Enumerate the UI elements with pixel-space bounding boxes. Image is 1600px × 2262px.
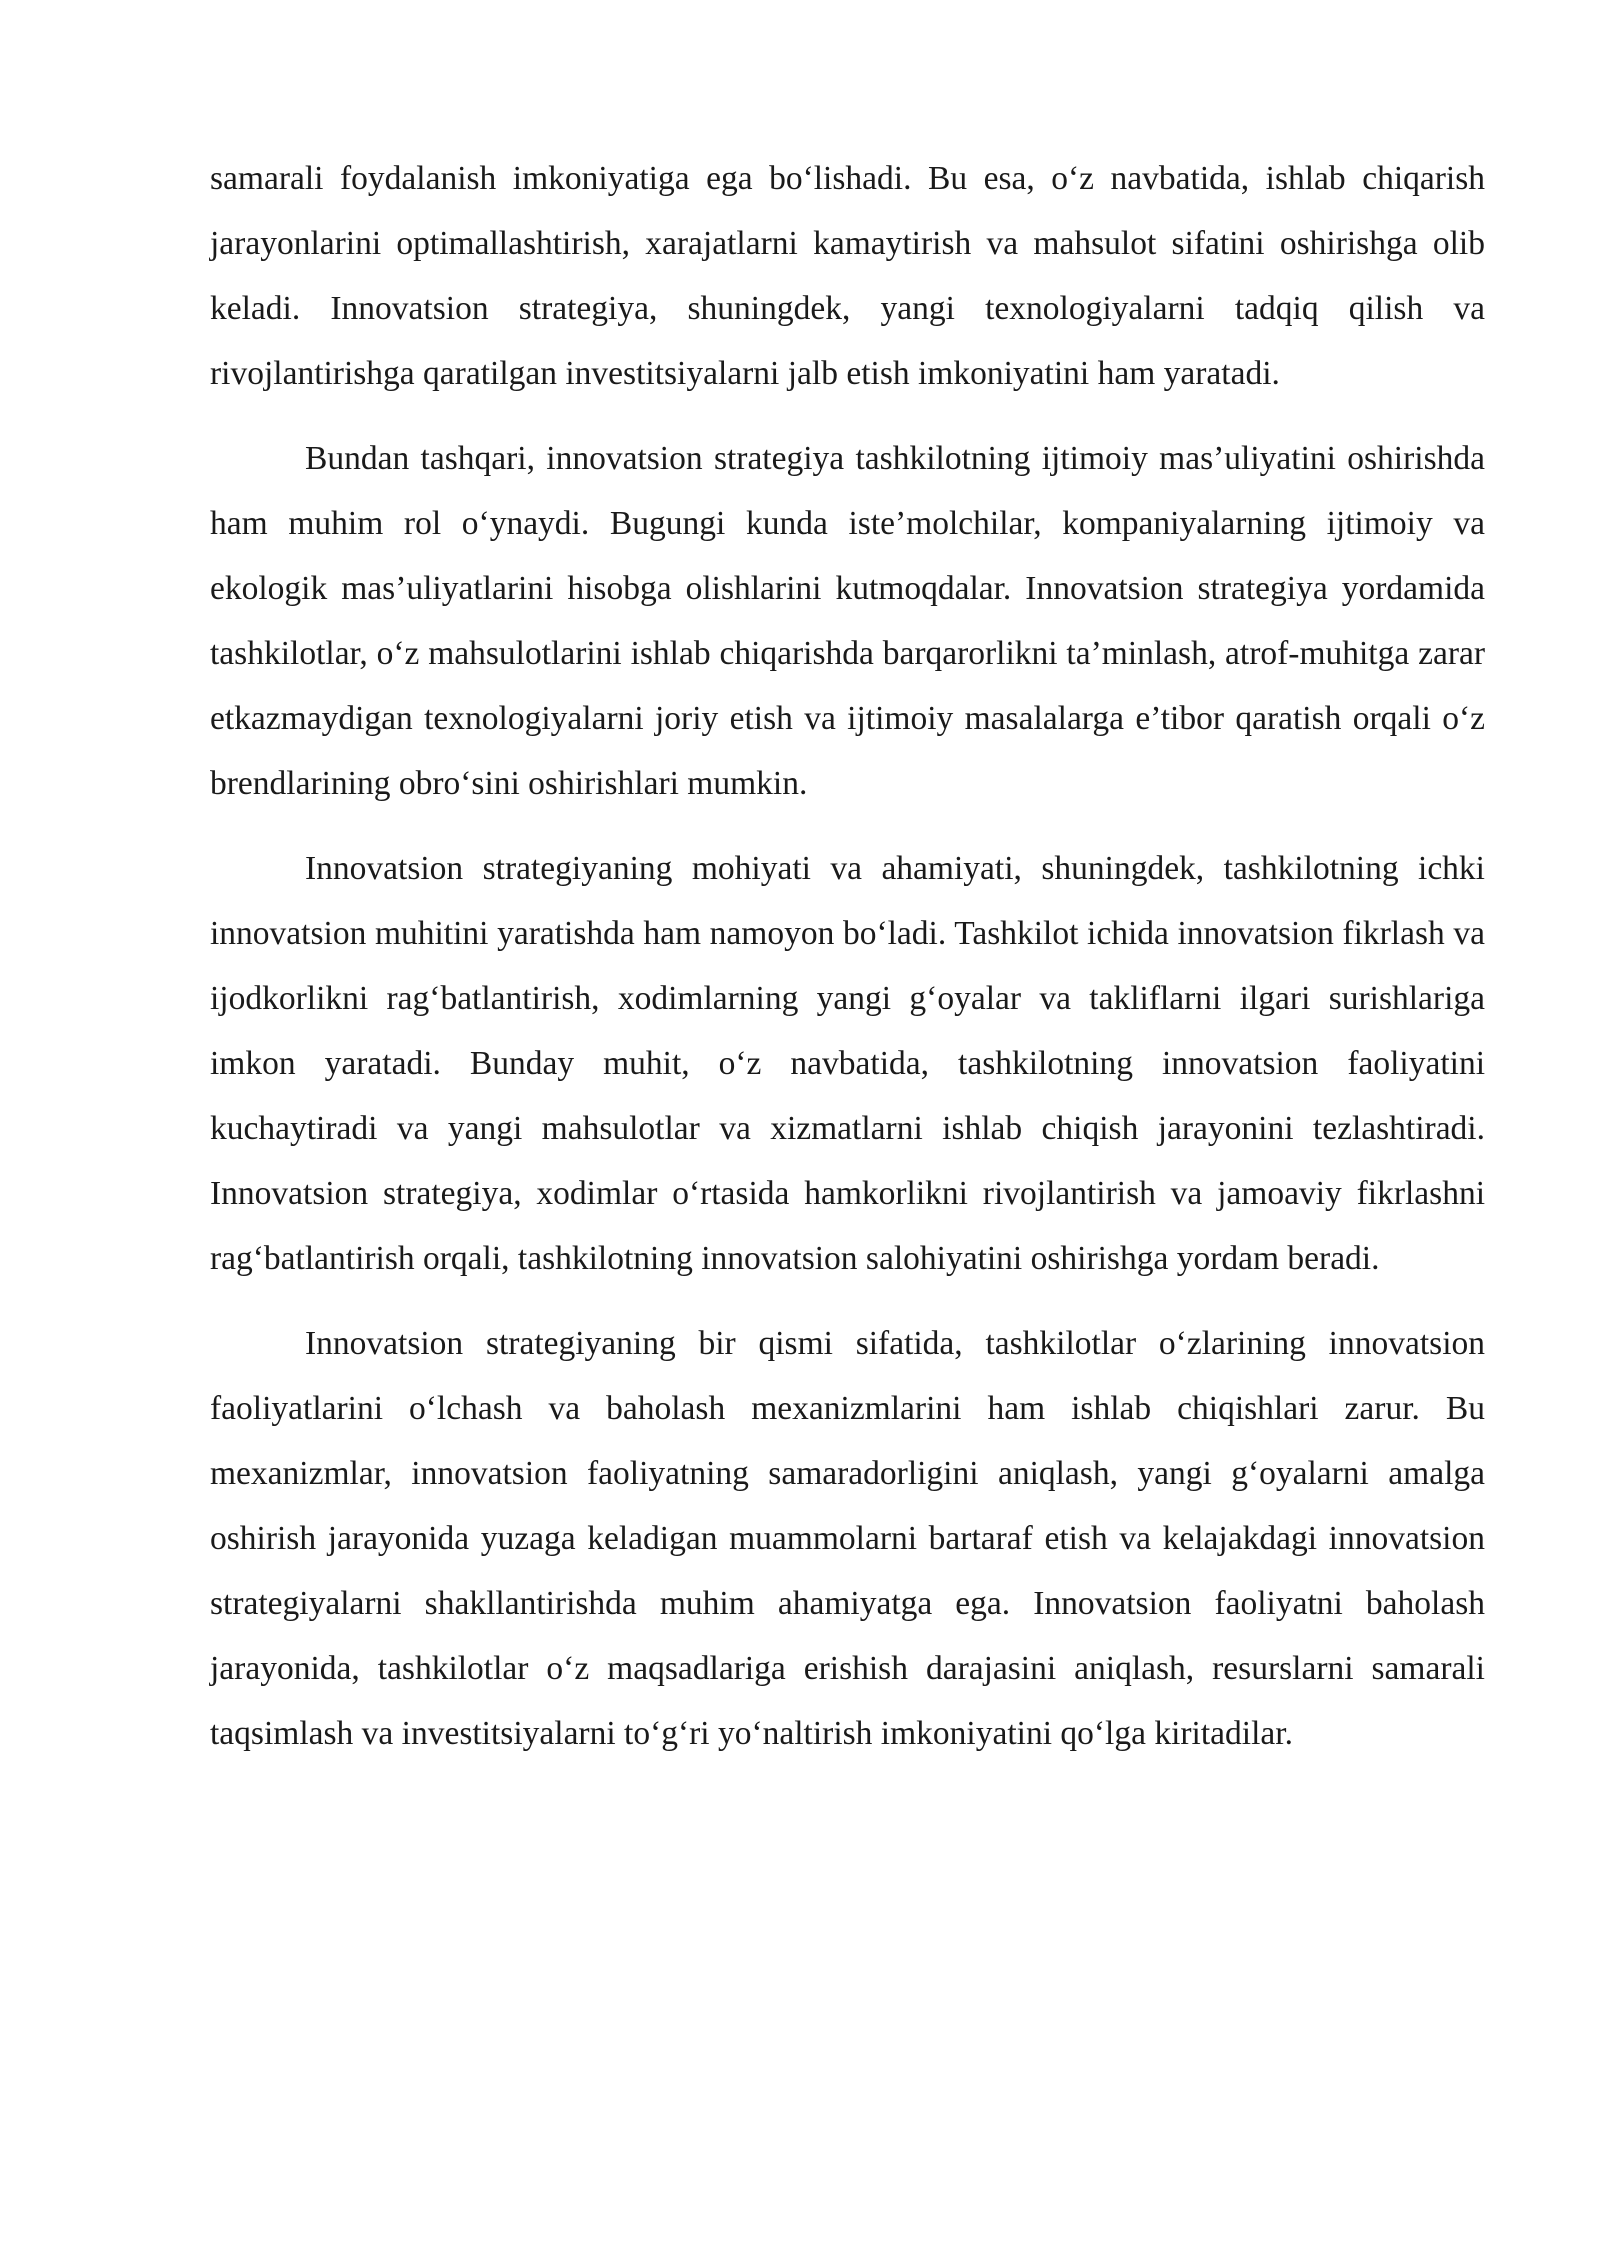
paragraph-measurement: Innovatsion strategiyaning bir qismi sifatida, tashkilotlar o‘zlarining innovatsion faoliyatlarini o‘lchash va baholash mexanizmlarini ham ishlab chiqishlari zarur. Bu mexanizmlar, innovatsion faoliyatning samaradorligini aniqlash, yangi g‘oyalarni amalga oshirish jarayonida yuzaga keladigan muammolarni bartaraf etish va kelajakdagi innovatsion strategiyalarni shakllantirishda muhim ahamiyatga ega. Innovatsion faoliyatni baholash jarayonida, tashkilotlar o‘z maqsadlariga erishish darajasini aniqlash, resurslarni samarali taqsimlash va investitsiyalarni to‘g‘ri yo‘naltirish imkoniyatini qo‘lga kiritadilar. bbox=[210, 1325, 1485, 1752]
paragraph-internal-environment: Innovatsion strategiyaning mohiyati va ahamiyati, shuningdek, tashkilotning ichki innovatsion muhitini yaratishda ham namoyon bo‘ladi. Tashkilot ichida innovatsion fikrlash va ijodkorlikni rag‘batlantirish, xodimlarning yangi g‘oyalar va takliflarni ilgari surishlariga imkon yaratadi. Bunday muhit, o‘z navbatida, tashkilotning innovatsion faoliyatini kuchaytiradi va yangi mahsulotlar va xizmatlarni ishlab chiqish jarayonini tezlashtiradi. Innovatsion strategiya, xodimlar o‘rtasida hamkorlikni rivojlantirish va jamoaviy fikrlashni rag‘batlantirish orqali, tashkilotning innovatsion salohiyatini oshirishga yordam beradi. bbox=[210, 850, 1485, 1277]
body-text bbox=[210, 146, 1485, 1786]
paragraph-continuation: samarali foydalanish imkoniyatiga ega bo‘lishadi. Bu esa, o‘z navbatida, ishlab chiqarish jarayonlarini optimallashtirish, xarajatlarni kamaytirish va mahsulot sifatini oshirishga olib keladi. Innovatsion strategiya, shuningdek, yangi texnologiyalarni tadqiq qilish va rivojlantirishga qaratilgan investitsiyalarni jalb etish imkoniyatini ham yaratadi. bbox=[210, 160, 1485, 392]
paragraph-social-responsibility: Bundan tashqari, innovatsion strategiya tashkilotning ijtimoiy mas’uliyatini oshirishda ham muhim rol o‘ynaydi. Bugungi kunda iste’molchilar, kompaniyalarning ijtimoiy va ekologik mas’uliyatlarini hisobga olishlarini kutmoqdalar. Innovatsion strategiya yordamida tashkilotlar, o‘z mahsulotlarini ishlab chiqarishda barqarorlikni ta’minlash, atrof-muhitga zarar etkazmaydigan texnologiyalarni joriy etish va ijtimoiy masalalarga e’tibor qaratish orqali o‘z brendlarining obro‘sini oshirishlari mumkin. bbox=[210, 440, 1485, 802]
